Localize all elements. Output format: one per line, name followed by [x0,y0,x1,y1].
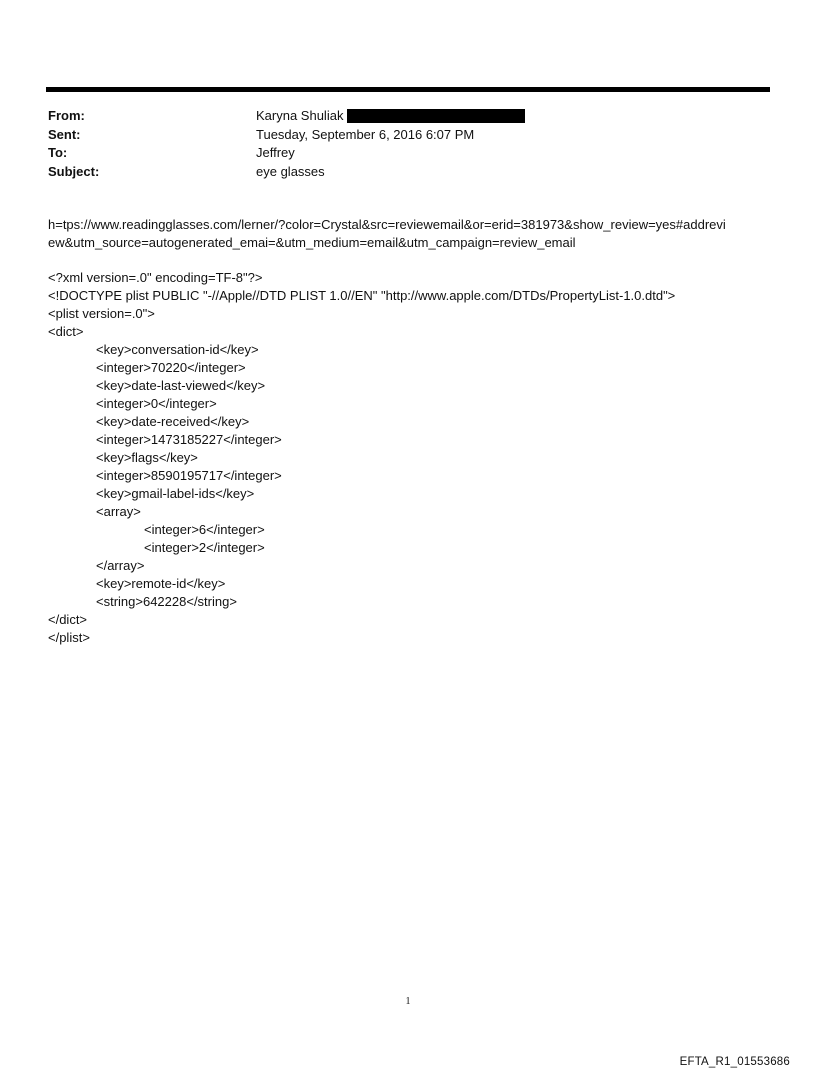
xml-line: <integer>6</integer> [144,522,265,537]
plist-open-line: <plist version=.0"> [48,306,155,321]
xml-line: <integer>8590195717</integer> [96,468,282,483]
subject-row [48,163,768,182]
redaction-box [347,109,525,123]
dict-open-line: <dict> [48,324,84,339]
xml-line: <key>conversation-id</key> [96,342,259,357]
xml-line: <string>642228</string> [96,594,237,609]
xml-line: <key>date-last-viewed</key> [96,378,266,393]
xml-declaration-line: <?xml version=.0" encoding=TF-8"?> [48,270,263,285]
plist-close-line: </plist> [48,630,90,645]
to-row [48,144,768,163]
doctype-line: <!DOCTYPE plist PUBLIC "-//Apple//DTD PLIST 1.0//EN" "http://www.apple.com/DTDs/PropertyList-1.0.dtd"> [48,288,676,303]
subject-label: Subject: [48,163,100,179]
to-value: Jeffrey [256,145,295,160]
xml-line: <key>remote-id</key> [96,576,226,591]
xml-line: <integer>2</integer> [144,540,265,555]
dict-close-line: </dict> [48,612,88,627]
xml-line: <key>flags</key> [96,450,198,465]
from-value-wrapper [256,107,525,126]
url-line-2: ew&utm_source=autogenerated_emai=&utm_medium=email&utm_campaign=review_email [48,235,576,250]
to-label: To: [48,145,68,160]
page-number: 1 [405,996,411,1007]
from-row [48,107,768,126]
url-line-1: h=tps://www.readingglasses.com/lerner/?color=Crystal&src=reviewemail&or=erid=381973&show_review=yes#addrevi [48,217,726,232]
from-value: Karyna Shuliak [256,108,344,123]
paragraph-gap [48,252,772,269]
xml-line: <integer>0</integer> [96,396,217,411]
sent-row [48,126,768,145]
xml-line: <key>date-received</key> [96,414,250,429]
header-divider-rule [46,87,770,92]
array-open-line: <array> [96,504,141,519]
from-label: From: [48,108,85,123]
sent-value: Tuesday, September 6, 2016 6:07 PM [256,126,475,142]
xml-line: <integer>70220</integer> [96,360,246,375]
email-body [48,216,772,647]
subject-value: eye glasses [256,163,325,179]
xml-line: <key>gmail-label-ids</key> [96,486,255,501]
sent-label: Sent: [48,126,81,142]
email-header [48,107,768,181]
document-id: EFTA_R1_01553686 [679,1056,790,1068]
xml-line: <integer>1473185227</integer> [96,432,282,447]
array-close-line: </array> [96,558,145,573]
